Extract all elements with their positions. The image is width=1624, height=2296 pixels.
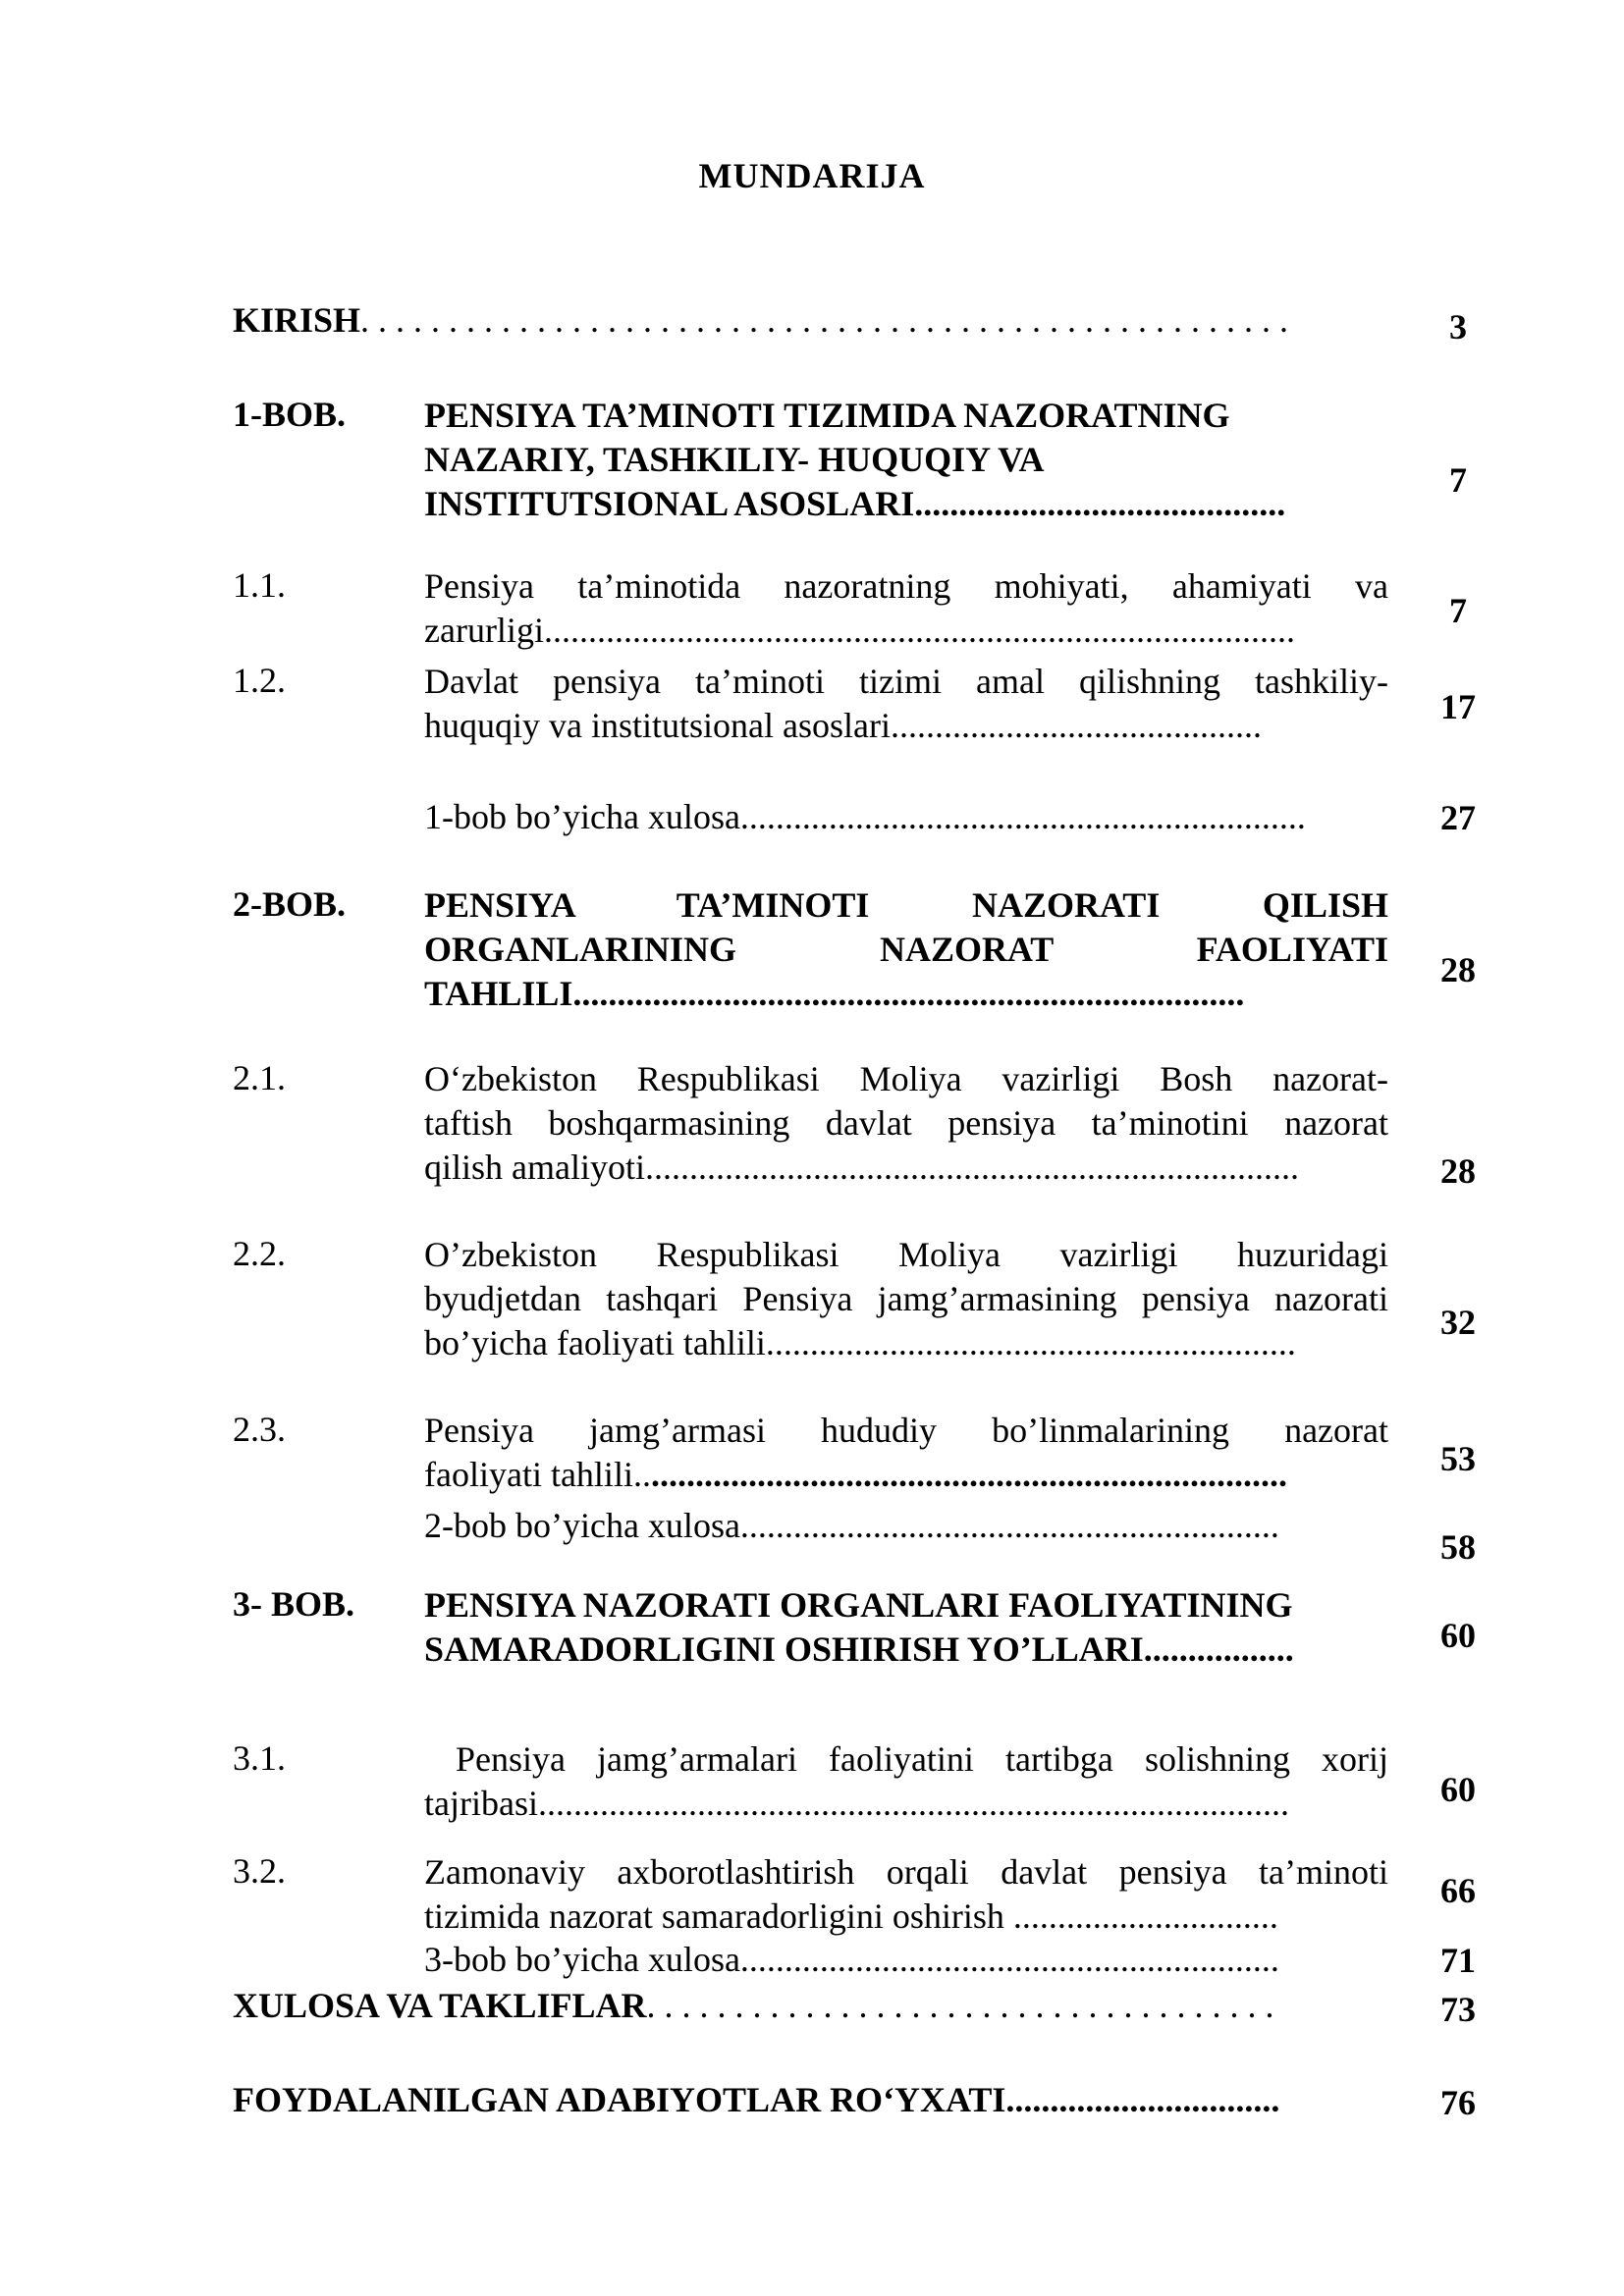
toc-line: O’zbekiston Respublikasi Moliya vazirligi huzuridagi xyxy=(424,1235,1388,1274)
toc-line: PENSIYA TA’MINOTI NAZORATI QILISH xyxy=(424,885,1388,925)
toc-section-title xyxy=(424,1737,1388,1826)
toc-line: Pensiya jamg’armasi hududiy bo’linmalarining nazorat xyxy=(424,1411,1388,1450)
toc-line: qilish amaliyoti.......................................................................... xyxy=(424,1148,1299,1187)
toc-page-number: 66 xyxy=(1440,1871,1476,1910)
toc-section-title xyxy=(424,564,1388,653)
toc-line: INSTITUTSIONAL ASOSLARI.......................................... xyxy=(424,484,1286,523)
toc-entry-references: FOYDALANILGAN ADABIYOTLAR RO‘YXATI............................... xyxy=(233,2080,1280,2119)
toc-section-title xyxy=(424,1057,1388,1190)
toc-line: tajribasi..................................................................................... xyxy=(424,1784,1289,1823)
toc-line: TAHLILI............................................................................ xyxy=(424,974,1245,1013)
toc-section-title xyxy=(424,660,1388,748)
toc-leader-dots: ........................................................................ xyxy=(650,1455,1287,1494)
toc-chapter-conclusion: 3-bob bo’yicha xulosa............................................................. xyxy=(424,1940,1279,1979)
toc-page-number: 28 xyxy=(1440,1151,1476,1191)
toc-section-number: 3.1. xyxy=(233,1738,286,1778)
toc-chapter-title xyxy=(424,1583,1388,1672)
toc-page-number: 32 xyxy=(1440,1303,1476,1342)
toc-chapter-number: 2-BOB. xyxy=(233,884,347,924)
toc-leader-dots: . . . . . . . . . . . . . . . . . . . . . . . . . . . . . . . . . . . . xyxy=(646,1986,1274,2025)
toc-line: PENSIYA TA’MINOTI TIZIMIDA NAZORATNING xyxy=(424,396,1230,435)
toc-page-number: 60 xyxy=(1440,1616,1476,1655)
toc-line: tizimida nazorat samaradorligini oshirish .............................. xyxy=(424,1896,1278,1936)
toc-section-title xyxy=(424,1850,1388,1939)
toc-title: MUNDARIJA xyxy=(698,156,926,195)
toc-leader-dots: . . . . . . . . . . . . . . . . . . . . . . . . . . . . . . . . . . . . . . . . . . . . . . . . . . . . . xyxy=(360,300,1289,340)
toc-page-number: 3 xyxy=(1449,307,1467,347)
toc-section-number: 2.3. xyxy=(233,1410,286,1449)
toc-page-number: 27 xyxy=(1440,798,1476,837)
toc-line: Pensiya jamg’armalari faoliyatini tartibga solishning xorij xyxy=(424,1739,1388,1779)
toc-line: Davlat pensiya ta’minoti tizimi amal qilishning tashkiliy- xyxy=(424,662,1388,701)
toc-section-title xyxy=(424,1409,1388,1497)
toc-page-number: 7 xyxy=(1449,460,1467,500)
toc-line: taftish boshqarmasining davlat pensiya ta’minotini nazorat xyxy=(424,1103,1388,1143)
toc-page-number: 58 xyxy=(1440,1527,1476,1567)
toc-section-number: 3.2. xyxy=(233,1851,286,1891)
toc-section-number: 1.1. xyxy=(233,565,286,605)
toc-section-number: 2.1. xyxy=(233,1058,286,1097)
toc-section-number: 2.2. xyxy=(233,1234,286,1273)
toc-chapter-title xyxy=(424,883,1388,1016)
toc-line-text: faoliyati tahlili.. xyxy=(424,1455,651,1494)
toc-chapter-conclusion: 2-bob bo’yicha xulosa............................................................. xyxy=(424,1506,1279,1545)
toc-entry-label: XULOSA VA TAKLIFLAR xyxy=(233,1986,647,2025)
toc-chapter-title xyxy=(424,394,1388,526)
toc-page-number: 76 xyxy=(1440,2083,1476,2122)
toc-entry-conclusion xyxy=(233,1985,1396,2026)
toc-line: byudjetdan tashqari Pensiya jamg’armasining pensiya nazorati xyxy=(424,1279,1388,1318)
toc-page-number: 73 xyxy=(1440,1990,1476,2029)
toc-section-number: 1.2. xyxy=(233,661,286,700)
toc-chapter-number: 3- BOB. xyxy=(233,1584,355,1624)
toc-line: bo’yicha faoliyati tahlili............................................................ xyxy=(424,1323,1296,1362)
toc-chapter-number: 1-BOB. xyxy=(233,395,347,434)
toc-page-number: 7 xyxy=(1449,591,1467,630)
toc-page-number: 71 xyxy=(1440,1941,1476,1980)
toc-line: SAMARADORLIGINI OSHIRISH YO’LLARI................. xyxy=(424,1629,1294,1669)
toc-line: PENSIYA NAZORATI ORGANLARI FAOLIYATINING xyxy=(424,1585,1293,1625)
toc-line: Pensiya ta’minotida nazoratning mohiyati, ahamiyati va xyxy=(424,566,1388,606)
toc-entry-intro xyxy=(233,299,1396,341)
toc-line: ORGANLARINING NAZORAT FAOLIYATI xyxy=(424,930,1388,969)
toc-line: O‘zbekiston Respublikasi Moliya vazirligi Bosh nazorat- xyxy=(424,1059,1388,1098)
toc-page-number: 17 xyxy=(1440,687,1476,726)
toc-line: huquqiy va institutsional asoslari.......................................... xyxy=(424,706,1262,745)
toc-page-number: 60 xyxy=(1440,1770,1476,1809)
toc-page-number: 28 xyxy=(1440,950,1476,989)
toc-section-title xyxy=(424,1233,1388,1365)
toc-entry-label: KIRISH xyxy=(233,300,361,340)
toc-line xyxy=(424,1453,1388,1497)
toc-line: NAZARIY, TASHKILIY- HUQUQIY VA xyxy=(424,440,1045,479)
toc-line: Zamonaviy axborotlashtirish orqali davlat pensiya ta’minoti xyxy=(424,1852,1388,1892)
toc-line: zarurligi..................................................................................... xyxy=(424,611,1295,650)
toc-page-number: 53 xyxy=(1440,1439,1476,1478)
toc-chapter-conclusion: 1-bob bo’yicha xulosa................................................................ xyxy=(424,797,1306,836)
